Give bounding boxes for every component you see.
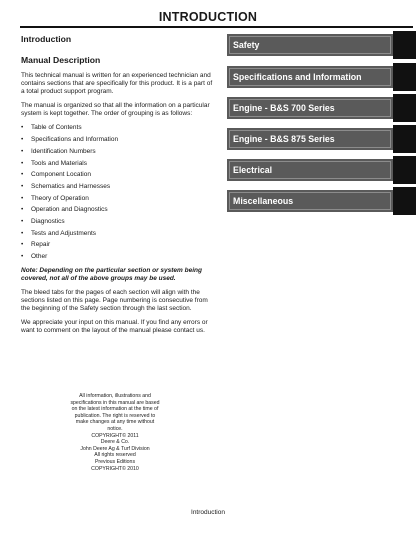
bullet-icon: • xyxy=(21,171,24,179)
section-tab[interactable]: Engine - B&S 875 Series xyxy=(227,128,393,150)
feedback-paragraph: We appreciate your input on this manual. If you find any errors or want to comment on the layout of the manual please contact us. xyxy=(21,319,208,335)
grouping-list-label: Component Location xyxy=(31,171,91,179)
grouping-list-item xyxy=(21,253,216,265)
bullet-icon: • xyxy=(21,229,24,237)
section-heading: Introduction xyxy=(21,34,72,44)
grouping-list-label: Diagnostics xyxy=(31,217,65,225)
grouping-list-item xyxy=(21,136,216,148)
section-tab[interactable]: Electrical xyxy=(227,159,393,181)
section-tab[interactable]: Specifications and Information xyxy=(227,66,393,88)
grouping-list-label: Operation and Diagnostics xyxy=(31,206,108,214)
grouping-list-label: Identification Numbers xyxy=(31,147,96,155)
bullet-icon: • xyxy=(21,241,24,249)
bleed-tab-marker xyxy=(393,31,416,59)
title-rule xyxy=(20,26,413,28)
copyright-line: specifications in this manual are based xyxy=(70,399,160,406)
grouping-list-label: Specifications and Information xyxy=(31,136,119,144)
bleed-tab-marker xyxy=(393,63,416,91)
bullet-icon: • xyxy=(21,124,24,132)
section-tab[interactable]: Engine - B&S 700 Series xyxy=(227,97,393,119)
bullet-icon: • xyxy=(21,136,24,144)
bullet-icon: • xyxy=(21,159,24,167)
copyright-line: notice. xyxy=(107,425,123,432)
grouping-list-label: Tools and Materials xyxy=(31,159,87,167)
bleed-tab-marker xyxy=(393,94,416,122)
section-tab[interactable]: Miscellaneous xyxy=(227,190,393,212)
bullet-icon: • xyxy=(21,217,24,225)
grouping-list-label: Other xyxy=(31,253,48,261)
copyright-line: COPYRIGHT© 2010 xyxy=(91,465,139,472)
grouping-list-label: Theory of Operation xyxy=(31,194,89,202)
grouping-list-label: Table of Contents xyxy=(31,124,82,132)
grouping-list-item xyxy=(21,148,216,160)
copyright-notice xyxy=(62,393,168,472)
page-title: INTRODUCTION xyxy=(158,10,258,24)
note-text: Note: Depending on the particular section or system being covered, not all of the above groups may be used. xyxy=(21,266,202,282)
bullet-icon: • xyxy=(21,194,24,202)
section-subheading: Manual Description xyxy=(21,55,101,65)
copyright-line: make changes at any time without xyxy=(75,419,155,426)
copyright-line: John Deere Ag & Turf Division xyxy=(80,445,150,452)
description-paragraph: This technical manual is written for an experienced technician and contains sections that are specifically for this product. It is a part of a total product support program. xyxy=(21,72,213,96)
grouping-list-item xyxy=(21,183,216,195)
grouping-list-item xyxy=(21,171,216,183)
grouping-list-item xyxy=(21,206,216,218)
bullet-icon: • xyxy=(21,182,24,190)
copyright-line: COPYRIGHT© 2011 xyxy=(91,432,139,439)
grouping-list-item xyxy=(21,195,216,207)
bleed-tab-marker xyxy=(393,125,416,153)
bullet-icon: • xyxy=(21,253,24,261)
copyright-line: Previous Editions xyxy=(94,458,136,465)
grouping-list xyxy=(21,124,216,264)
bleed-tab-marker xyxy=(393,187,416,215)
section-tab[interactable]: Safety xyxy=(227,34,393,56)
bleed-tab-marker xyxy=(393,156,416,184)
organization-paragraph: The manual is organized so that all the information on a particular system is kept together. The order of grouping is as follows: xyxy=(21,102,210,118)
copyright-line: on the latest information at the time of xyxy=(71,406,159,413)
grouping-list-label: Tests and Adjustments xyxy=(31,229,97,237)
bleed-tabs-paragraph: The bleed tabs for the pages of each section will align with the sections listed on this page. Page numbering is consecutive from the beginning of the Safety section through the last section. xyxy=(21,288,208,313)
copyright-line: All information, illustrations and xyxy=(79,393,151,399)
grouping-list-item xyxy=(21,230,216,242)
grouping-list-item xyxy=(21,241,216,253)
page-footer: Introduction xyxy=(191,509,225,516)
grouping-list-item xyxy=(21,160,216,172)
bullet-icon: • xyxy=(21,147,24,155)
grouping-list-label: Repair xyxy=(31,241,51,249)
grouping-list-item xyxy=(21,218,216,230)
content-column xyxy=(21,34,216,341)
copyright-line: publication. The right is reserved to xyxy=(74,412,156,419)
grouping-list-label: Schematics and Harnesses xyxy=(31,182,111,190)
bullet-icon: • xyxy=(21,206,24,214)
copyright-line: All rights reserved xyxy=(94,452,136,459)
grouping-list-item xyxy=(21,124,216,136)
copyright-line: Deere & Co. xyxy=(100,439,130,446)
